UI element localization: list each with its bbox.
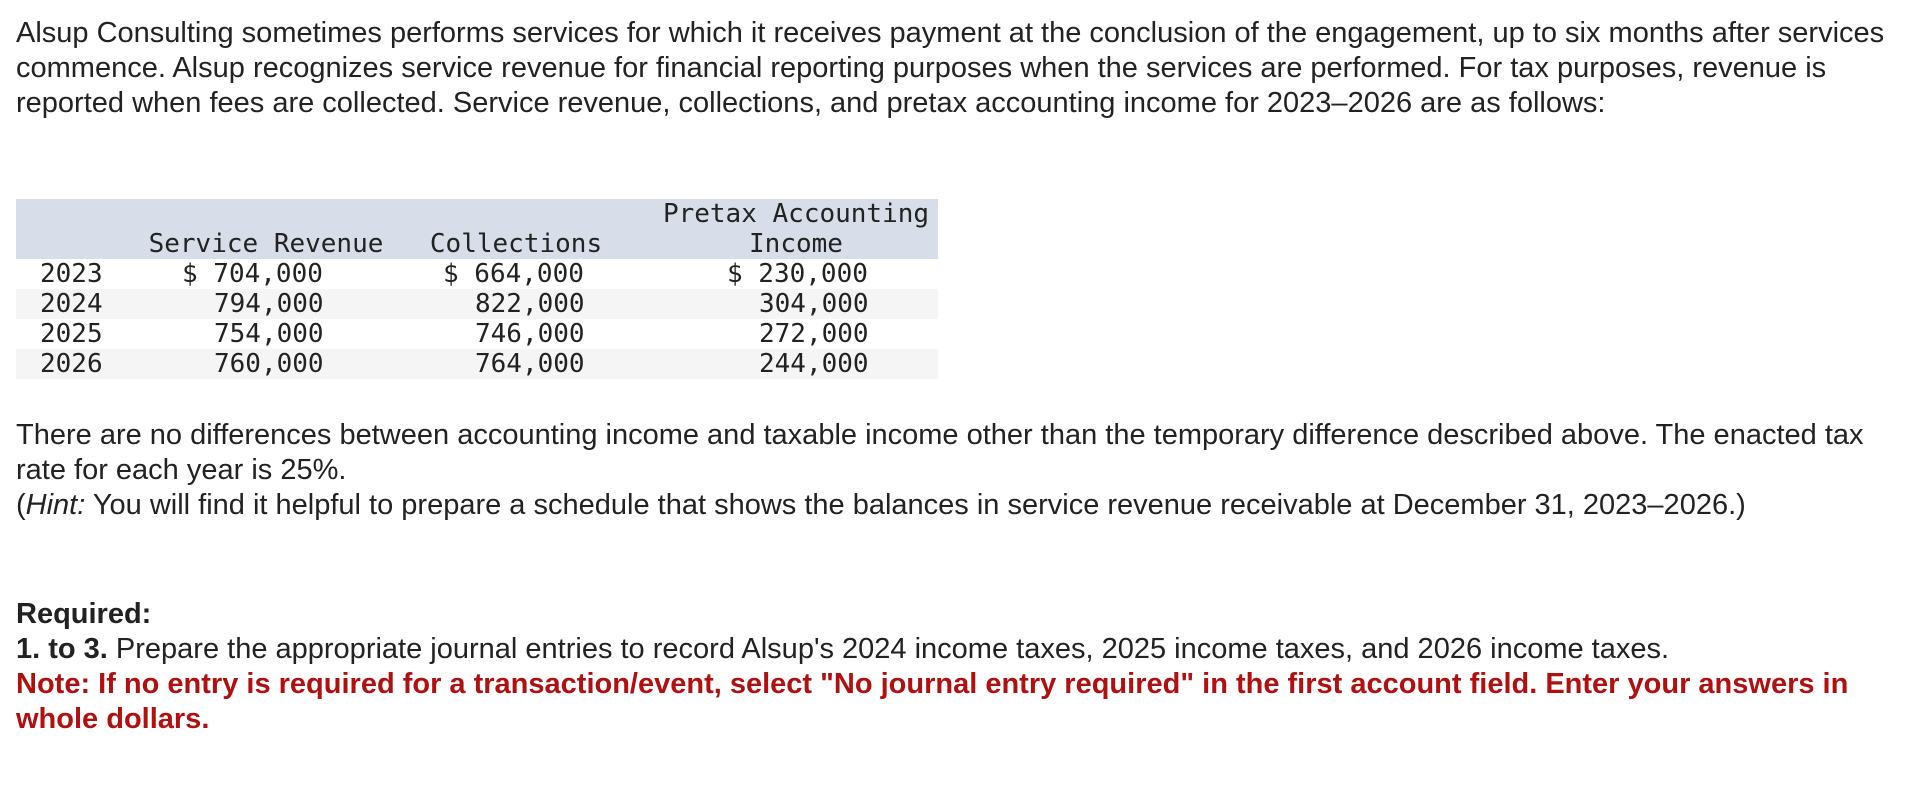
- header-service-revenue: Service Revenue: [148, 229, 384, 259]
- year-cell: 2025: [40, 319, 103, 349]
- problem-intro: Alsup Consulting sometimes performs services for which it receives payment at the conclusion of the engagement, up to six months after services commence. Alsup recognizes service revenue for financial reporting purposes when the services are performed. For tax purposes, revenue is reported when fees are collected. Service revenue, collections, and pretax accounting income for 2023–2026 are as follows:: [16, 17, 1885, 119]
- year-cell: 2026: [40, 349, 103, 379]
- table-header: [16, 199, 938, 259]
- table-row: [16, 349, 938, 379]
- collections-cell: $ 664,000: [443, 259, 584, 289]
- differences-text: There are no differences between accounting income and taxable income other than the temporary difference described above. The enacted tax rate for each year is 25%.: [16, 419, 1864, 486]
- task-number: 1. to 3.: [16, 633, 108, 665]
- differences-and-hint: [16, 418, 1896, 523]
- header-collections: Collections: [429, 229, 603, 259]
- pretax-cell: $ 230,000: [727, 259, 868, 289]
- pretax-cell: 304,000: [759, 289, 869, 319]
- instruction-note: Note: If no entry is required for a transaction/event, select "No journal entry required" in the first account field. Enter your answers in whole dollars.: [16, 668, 1849, 735]
- revenue-cell: 754,000: [214, 319, 324, 349]
- required-label: Required:: [16, 598, 152, 630]
- pretax-cell: 244,000: [759, 349, 869, 379]
- year-cell: 2024: [40, 289, 103, 319]
- revenue-cell: $ 704,000: [182, 259, 323, 289]
- header-pretax-line2: Income: [749, 229, 843, 259]
- table-row: [16, 259, 938, 289]
- required-section: [16, 597, 1896, 737]
- table-row: [16, 319, 938, 349]
- revenue-cell: 760,000: [214, 349, 324, 379]
- hint-label: Hint:: [25, 489, 86, 521]
- revenue-cell: 794,000: [214, 289, 324, 319]
- pretax-cell: 272,000: [759, 319, 869, 349]
- hint-open: (: [16, 489, 26, 521]
- data-table: [16, 199, 938, 379]
- collections-cell: 746,000: [475, 319, 585, 349]
- year-cell: 2023: [40, 259, 103, 289]
- collections-cell: 822,000: [475, 289, 585, 319]
- header-pretax-line1: Pretax Accounting: [662, 199, 930, 229]
- collections-cell: 764,000: [475, 349, 585, 379]
- task-text: Prepare the appropriate journal entries to record Alsup's 2024 income taxes, 2025 income taxes, and 2026 income taxes.: [107, 633, 1670, 665]
- hint-text: You will find it helpful to prepare a schedule that shows the balances in service revenue receivable at December 31, 2023–2026.): [85, 489, 1746, 521]
- table-row: [16, 289, 938, 319]
